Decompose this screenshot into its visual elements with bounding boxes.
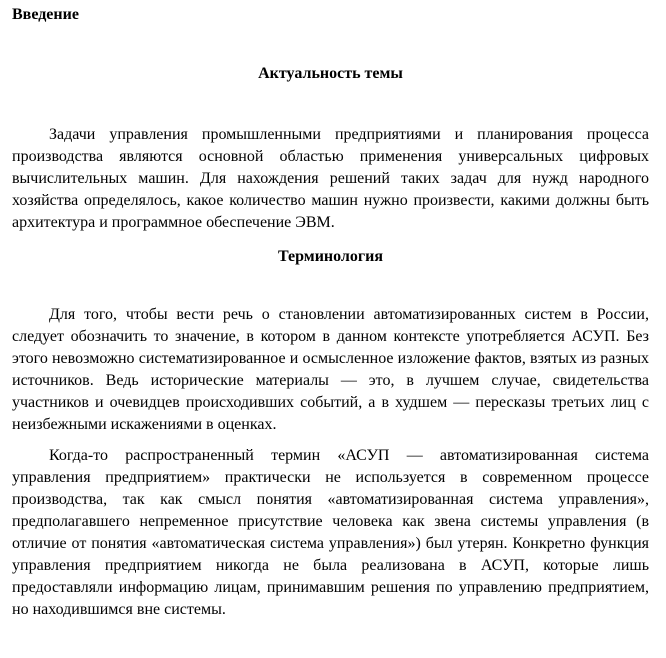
- section-title-relevance: Актуальность темы: [258, 65, 403, 82]
- paragraph-relevance: Задачи управления промышленными предприятиями и планирования процесса производства являются основной областью применения универсальных цифровых вычислительных машин. Для нахождения решений таких задач для нужд народного хозяйства определялось, какое количество машин нужно произвести, какими должны быть архитектура и программное обеспечение ЭВМ.: [12, 126, 649, 231]
- paragraph-terminology-2: Когда-то распространенный термин «АСУП — автоматизированная система управления предприятием» практически не используется в современном процессе производства, так как смысл понятия «автоматизированная система управления», предполагавшего непременное присутствие человека как звена системы управления (в отличие от понятия «автоматическая система управления») был утерян. Конкретно функция управления предприятием никогда не была реализована в АСУП, которые лишь предоставляли информацию лицам, принимавшим решения по управлению предприятием, но находившимся вне системы.: [12, 447, 649, 618]
- intro-heading: Введение: [12, 6, 79, 23]
- paragraph-terminology-1: Для того, чтобы вести речь о становлении автоматизированных систем в России, следует обозначить то значение, в котором в данном контексте употребляется АСУП. Без этого невозможно систематизированное и осмысленное изложение фактов, взятых из разных источников. Ведь исторические материалы — это, в лучшем случае, свидетельства участников и очевидцев происходивших событий, а в худшем — пересказы третьих лиц с неизбежными искажениями в оценках.: [12, 306, 649, 433]
- document-page: [12, 0, 649, 621]
- section-title-terminology: Терминология: [277, 248, 384, 265]
